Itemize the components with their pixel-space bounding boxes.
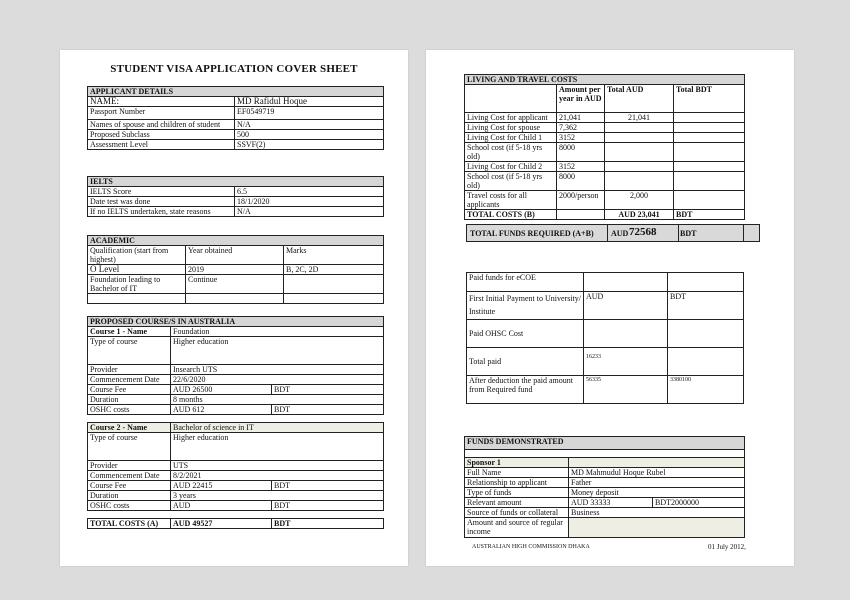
sponsor-label: Sponsor 1 — [465, 458, 569, 468]
course1-oshc-bdt: BDT — [272, 405, 384, 415]
course1-fee-label: Course Fee — [88, 385, 171, 395]
course1-provider-label: Provider — [88, 365, 171, 375]
ielts-score-value: 6.5 — [235, 187, 384, 197]
marks-cell: B, 2C, 2D — [284, 265, 384, 275]
spacer-row — [88, 511, 384, 519]
funds-demonstrated-section — [464, 436, 745, 538]
total-funds-required-bdt: BDT — [680, 229, 697, 238]
spouse-label: Names of spouse and children of student — [88, 120, 235, 130]
type-of-funds-label: Type of funds — [465, 488, 569, 498]
living-cost-amount: 21,041 — [557, 113, 605, 123]
course2-commencement-value: 8/2/2021 — [171, 471, 384, 481]
empty-cell — [674, 133, 745, 143]
total-costs-a-value: AUD 49527 — [171, 519, 272, 529]
payments-section — [466, 272, 744, 404]
assessment-value: SSVF(2) — [235, 140, 384, 150]
first-payment-label: First Initial Payment to University/ Institute — [467, 292, 584, 320]
academic-header: ACADEMIC — [88, 236, 384, 246]
footer-right: 01 July 2012, — [708, 543, 746, 551]
course2-commencement-label: Commencement Date — [88, 471, 171, 481]
empty-cell — [584, 273, 668, 292]
empty-cell — [668, 273, 744, 292]
year-cell: 2019 — [186, 265, 284, 275]
total-aud-col-header: Total AUD — [605, 85, 674, 113]
total-paid-value: 16233 — [584, 348, 668, 376]
course1-name-value: Foundation — [171, 327, 384, 337]
course1-fee-bdt: BDT — [272, 385, 384, 395]
relevant-amount-bdt: BDT2000000 — [653, 498, 745, 508]
course1-commencement-label: Commencement Date — [88, 375, 171, 385]
empty-cell — [674, 123, 745, 133]
page-title: STUDENT VISA APPLICATION COVER SHEET — [110, 63, 358, 75]
relevant-amount-aud: AUD 33333 — [569, 498, 653, 508]
empty-cell — [674, 191, 745, 210]
source-of-funds-label: Source of funds or collateral — [465, 508, 569, 518]
course2-fee-bdt: BDT — [272, 481, 384, 491]
living-cost-amount: 3152 — [557, 162, 605, 172]
ielts-reasons-label: If no IELTS undertaken, state reasons — [88, 207, 235, 217]
applicant-details-section — [87, 86, 384, 150]
relationship-label: Relationship to applicant — [465, 478, 569, 488]
living-cost-amount: 3152 — [557, 133, 605, 143]
course1-type-value: Higher education — [171, 337, 384, 365]
living-cost-amount: 2000/person — [557, 191, 605, 210]
living-cost-total — [605, 143, 674, 162]
course1-commencement-value: 22/6/2020 — [171, 375, 384, 385]
course1-duration-label: Duration — [88, 395, 171, 405]
year-cell: Continue — [186, 275, 284, 294]
course2-duration-value: 3 years — [171, 491, 384, 501]
academic-section — [87, 235, 384, 304]
course2-name-label: Course 2 - Name — [88, 423, 171, 433]
empty-cell — [674, 113, 745, 123]
ielts-reasons-value: N/A — [235, 207, 384, 217]
empty-cell — [674, 143, 745, 162]
living-cost-amount: 7,362 — [557, 123, 605, 133]
subclass-value: 500 — [235, 130, 384, 140]
divider — [678, 225, 679, 241]
total-costs-b-aud: AUD 23,041 — [605, 210, 674, 220]
course1-type-label: Type of course — [88, 337, 171, 365]
cover-sheet-page-1 — [60, 50, 408, 566]
after-deduction-aud: 56335 — [584, 376, 668, 404]
ielts-date-label: Date test was done — [88, 197, 235, 207]
course2-name-value: Bachelor of science in IT — [171, 423, 384, 433]
cover-sheet-page-2 — [426, 50, 794, 566]
total-costs-a-bdt: BDT — [272, 519, 384, 529]
first-payment-aud: AUD — [584, 292, 668, 320]
type-of-funds-value: Money deposit — [569, 488, 745, 498]
marks-cell — [284, 275, 384, 294]
living-travel-header: LIVING AND TRAVEL COSTS — [465, 75, 745, 85]
subclass-label: Proposed Subclass — [88, 130, 235, 140]
qualification-col-header: Qualification (start from highest) — [88, 246, 186, 265]
spouse-value: N/A — [235, 120, 384, 130]
total-costs-a-label: TOTAL COSTS (A) — [88, 519, 171, 529]
living-cost-label: Living Cost for Child 1 — [465, 133, 557, 143]
living-cost-label: Living Cost for applicant — [465, 113, 557, 123]
empty-header-cell — [465, 85, 557, 113]
empty-cell — [584, 320, 668, 348]
ielts-section — [87, 176, 384, 217]
qualification-cell: O Level — [88, 265, 186, 275]
living-travel-section — [464, 74, 745, 220]
course1-oshc-label: OSHC costs — [88, 405, 171, 415]
total-costs-b-label: TOTAL COSTS (B) — [465, 210, 557, 220]
course1-name-label: Course 1 - Name — [88, 327, 171, 337]
empty-cell — [284, 294, 384, 304]
applicant-details-header: APPLICANT DETAILS — [88, 87, 384, 97]
name-value: MD Rafidul Hoque — [235, 97, 384, 107]
course1-duration-value: 8 months — [171, 395, 384, 405]
empty-cell — [674, 172, 745, 191]
course1-oshc-value: AUD 612 — [171, 405, 272, 415]
living-cost-total: 2,000 — [605, 191, 674, 210]
course1-provider-value: Insearch UTS — [171, 365, 384, 375]
divider — [607, 225, 608, 241]
funds-demonstrated-header: FUNDS DEMONSTRATED — [465, 437, 745, 450]
living-cost-total — [605, 123, 674, 133]
name-label: NAME: — [88, 97, 235, 107]
ielts-score-label: IELTS Score — [88, 187, 235, 197]
paid-ohsc-label: Paid OHSC Cost — [467, 320, 584, 348]
proposed-courses-header: PROPOSED COURSE/S IN AUSTRALIA — [88, 317, 384, 327]
marks-col-header: Marks — [284, 246, 384, 265]
living-cost-total: 21,041 — [605, 113, 674, 123]
divider — [743, 225, 744, 241]
course2-oshc-label: OSHC costs — [88, 501, 171, 511]
total-funds-required-aud-prefix: AUD — [611, 229, 629, 238]
total-costs-b-bdt: BDT — [674, 210, 745, 220]
paid-ecoe-label: Paid funds for eCOE — [467, 273, 584, 292]
source-of-funds-value: Business — [569, 508, 745, 518]
course2-fee-label: Course Fee — [88, 481, 171, 491]
living-cost-label: Travel costs for all applicants — [465, 191, 557, 210]
ielts-header: IELTS — [88, 177, 384, 187]
living-cost-label: Living Cost for Child 2 — [465, 162, 557, 172]
course2-provider-value: UTS — [171, 461, 384, 471]
total-funds-required-bar — [466, 224, 760, 242]
empty-cell — [674, 162, 745, 172]
empty-cell — [668, 348, 744, 376]
living-cost-label: School cost (if 5-18 yrs old) — [465, 143, 557, 162]
total-bdt-col-header: Total BDT — [674, 85, 745, 113]
sponsor-value — [569, 458, 745, 468]
empty-cell — [186, 294, 284, 304]
year-col-header: Year obtained — [186, 246, 284, 265]
course1-fee-value: AUD 26500 — [171, 385, 272, 395]
first-payment-bdt: BDT — [668, 292, 744, 320]
total-funds-required-value: 72568 — [629, 226, 657, 238]
proposed-courses-section — [87, 316, 384, 529]
course2-oshc-value: AUD — [171, 501, 272, 511]
course2-type-label: Type of course — [88, 433, 171, 461]
course2-duration-label: Duration — [88, 491, 171, 501]
living-cost-label: School cost (if 5-18 yrs old) — [465, 172, 557, 191]
full-name-value: MD Mahmudul Hoque Rubel — [569, 468, 745, 478]
living-cost-label: Living Cost for spouse — [465, 123, 557, 133]
qualification-cell: Foundation leading to Bachelor of IT — [88, 275, 186, 294]
ielts-date-value: 18/1/2020 — [235, 197, 384, 207]
passport-label: Passport Number — [88, 107, 235, 120]
after-deduction-bdt: 3380100 — [668, 376, 744, 404]
course2-fee-value: AUD 22415 — [171, 481, 272, 491]
spacer-row — [465, 450, 745, 458]
footer-left: AUSTRALIAN HIGH COMMISSION DHAKA — [472, 544, 590, 550]
spacer-row — [88, 415, 384, 423]
amount-col-header: Amount per year in AUD — [557, 85, 605, 113]
regular-income-label: Amount and source of regular income — [465, 518, 569, 538]
regular-income-value — [569, 518, 745, 538]
after-deduction-label: After deduction the paid amount from Required fund — [467, 376, 584, 404]
course2-type-value: Higher education — [171, 433, 384, 461]
living-cost-total — [605, 133, 674, 143]
course2-provider-label: Provider — [88, 461, 171, 471]
relevant-amount-label: Relevant amount — [465, 498, 569, 508]
empty-cell — [668, 320, 744, 348]
relationship-value: Father — [569, 478, 745, 488]
living-cost-total — [605, 162, 674, 172]
passport-value: EF0549719 — [235, 107, 384, 120]
living-cost-amount: 8000 — [557, 143, 605, 162]
total-funds-required-label: TOTAL FUNDS REQUIRED (A+B) — [470, 229, 594, 238]
full-name-label: Full Name — [465, 468, 569, 478]
empty-cell — [88, 294, 186, 304]
empty-cell — [557, 210, 605, 220]
living-cost-amount: 8000 — [557, 172, 605, 191]
living-cost-total — [605, 172, 674, 191]
assessment-label: Assessment Level — [88, 140, 235, 150]
course2-oshc-bdt: BDT — [272, 501, 384, 511]
total-paid-label: Total paid — [467, 348, 584, 376]
